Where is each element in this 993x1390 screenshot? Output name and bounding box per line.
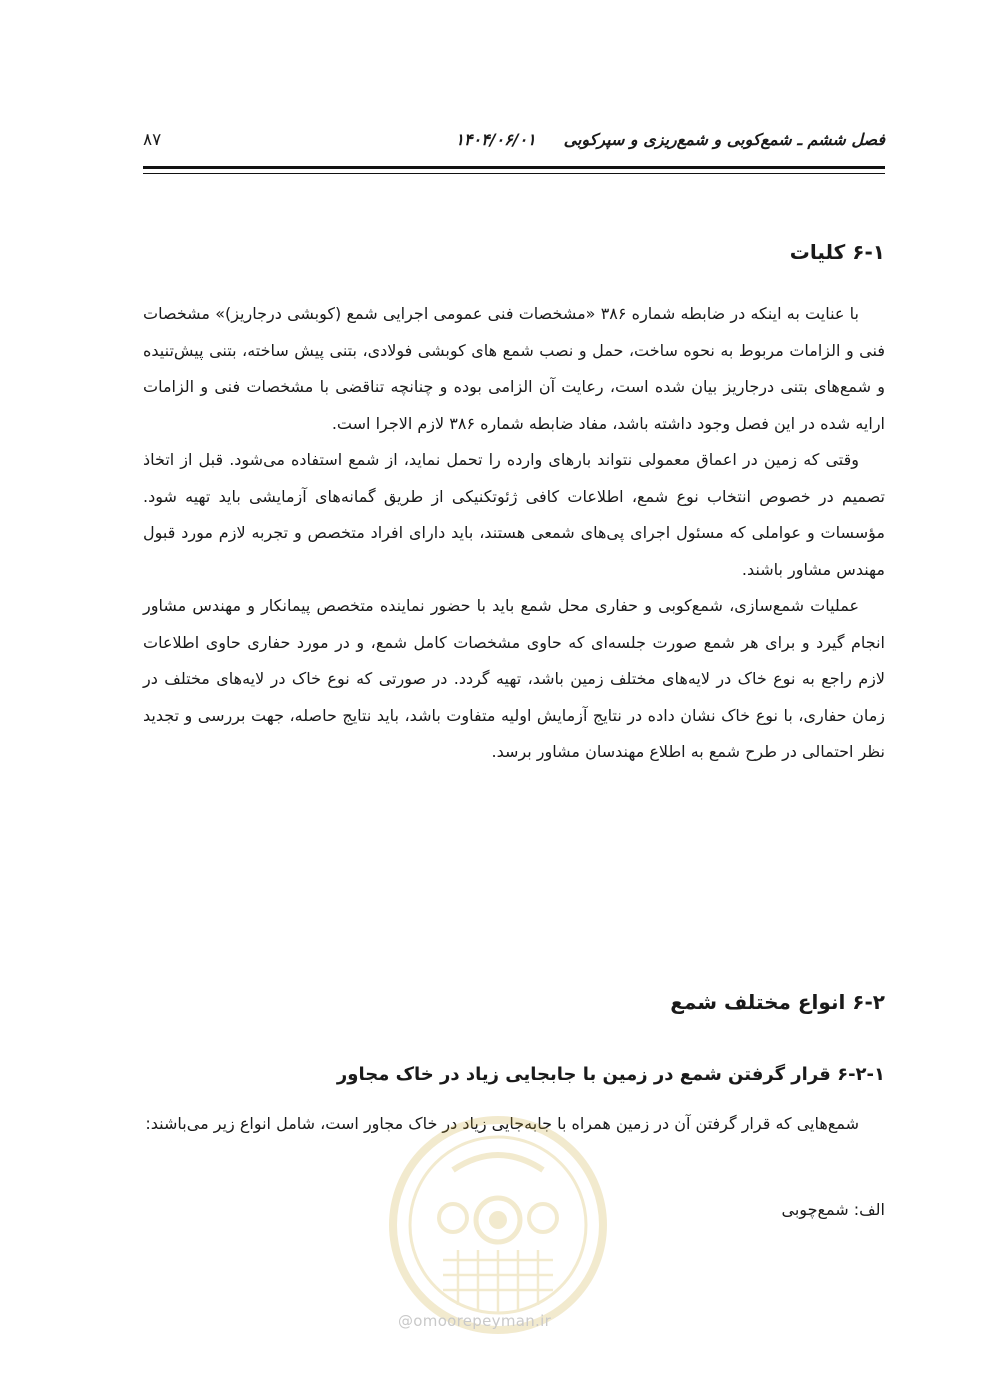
list-item: الف: شمع‌چوبی [781, 1200, 885, 1219]
paragraph-3: عملیات شمع‌سازی، شمع‌کوبی و حفاری محل شمع باید با حضور نماینده متخصص پیمانکار و مهندس مشاور انجام گیرد و برای هر شمع صورت جلسه‌ای که حاوی مشخصات کامل شمع، و در مورد حفاری حاوی اطلاعات لازم راجع به نوع خاک در لایه‌های مختلف زمین باشد، تهیه گردد. در صورتی که نوع خاک در لایه‌های مختلف در زمان حفاری، با نوع خاک نشان داده در نتایج آزمایش اولیه متفاوت باشد، باید نتایج حاصله، جهت بررسی و تجدید نظر احتمالی در طرح شمع به اطلاع مهندسان مشاور برسد. [143, 596, 885, 761]
header-date: ۱۴۰۴/۰۶/۰۱ [455, 130, 536, 149]
watermark-text: @omoorepeyman.ir [398, 1312, 552, 1330]
section-body-general [143, 296, 885, 771]
paragraph-4: شمع‌هایی که قرار گرفتن آن در زمین همراه با جابه‌جایی زیاد در خاک مجاور است، شامل انواع زیر می‌باشند: [145, 1114, 859, 1133]
chapter-title-text: فصل ششم ـ شمع‌کوبی و شمع‌ریزی و سپرکوبی [563, 130, 885, 149]
section-heading-general: ۶-۱ کلیات [789, 240, 885, 264]
subsection-heading-displacement: ۶-۲-۱ قرار گرفتن شمع در زمین با جابجایی زیاد در خاک مجاور [336, 1064, 885, 1085]
section-heading-pile-types: ۶-۲ انواع مختلف شمع [670, 990, 885, 1014]
paragraph-1: با عنایت به اینکه در ضابطه شماره ۳۸۶ «مشخصات فنی عمومی اجرایی شمع (کوبشی درجاریز)» مشخصات فنی و الزامات مربوط به نحوه ساخت، حمل و نصب شمع های کوبشی فولادی، بتنی پیش ساخته، بتنی پیش‌تنیده و شمع‌های بتنی درجاریز بیان شده است، رعایت آن الزامی بوده و چنانچه تناقضی با مشخصات فنی و الزامات ارایه شده در این فصل وجود داشته باشد، مفاد ضابطه شماره ۳۸۶ لازم الاجرا است. [143, 304, 885, 433]
watermark-logo [383, 1110, 613, 1340]
header-rule-thin [143, 173, 885, 174]
page-number: ۸۷ [143, 130, 162, 150]
chapter-title [455, 130, 885, 149]
subsection-body-displacement [143, 1106, 885, 1143]
running-header [143, 124, 885, 156]
header-rule-thick [143, 166, 885, 169]
paragraph-2: وقتی که زمین در اعماق معمولی نتواند بارهای وارده را تحمل نماید، از شمع استفاده می‌شود. قبل از اتخاذ تصمیم در خصوص انتخاب نوع شمع، اطلاعات کافی ژئوتکنیکی از طریق گمانه‌های آزمایشی باید تهیه شود. مؤسسات و عواملی که مسئول اجرای پی‌های شمعی هستند، باید دارای افراد متخصص و تجربه لازم مورد قبول مهندس مشاور باشند. [143, 450, 885, 579]
